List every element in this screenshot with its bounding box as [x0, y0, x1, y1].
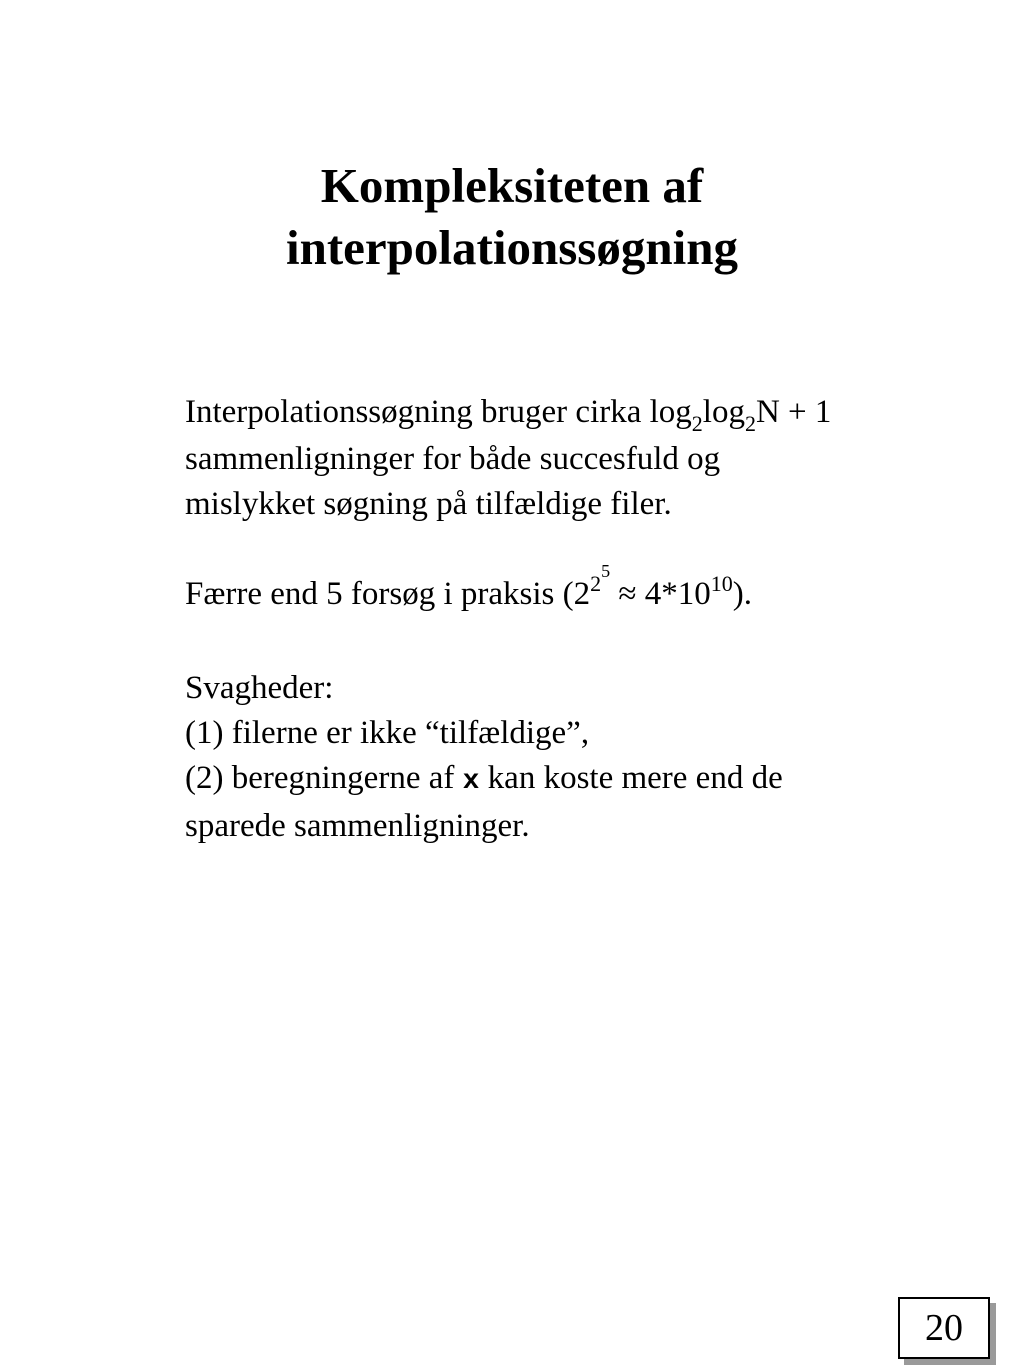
exponent-of-exponent: 5 [601, 561, 611, 581]
page-number: 20 [925, 1307, 963, 1349]
page-number-box [898, 1297, 990, 1359]
practice-text-post: ). [732, 576, 752, 612]
practice-text-pre: Færre end 5 forsøg i praksis (2 [185, 576, 591, 612]
practice-line [185, 561, 985, 621]
variable-x-code: x [462, 766, 480, 797]
log-base-subscript-2: 2 [744, 411, 756, 436]
weakness-item-2-post: kan koste mere end de [479, 760, 783, 796]
weakness-item-2-pre: (2) beregningerne af [185, 760, 463, 796]
log-base-subscript-1: 2 [691, 411, 703, 436]
slide-title-line-2: interpolationssøgning [286, 220, 738, 275]
slide-body [185, 390, 985, 894]
weakness-item-2-continued: sparede sammenligninger. [185, 808, 530, 844]
exponent-base: 2 [590, 571, 602, 596]
complexity-line-3: mislykket søgning på tilfældige filer. [185, 486, 672, 522]
complexity-text-log: log [702, 394, 745, 430]
complexity-line-2: sammenligninger for både succesfuld og [185, 441, 721, 477]
slide-title [0, 155, 1024, 279]
complexity-text-post: N + 1 [755, 394, 832, 430]
practice-text-mid: ≈ 4*10 [610, 576, 711, 612]
paragraph-practice [185, 561, 985, 621]
paragraph-weaknesses [185, 666, 985, 849]
complexity-line-1 [185, 390, 985, 437]
paragraph-complexity [185, 390, 985, 527]
weakness-item-1: (1) filerne er ikke “tilfældige”, [185, 715, 590, 751]
power-of-ten-exponent: 10 [710, 571, 733, 596]
complexity-text-pre: Interpolationssøgning bruger cirka log [185, 394, 692, 430]
weakness-item-2 [185, 756, 985, 804]
slide-title-line-1: Kompleksiteten af [320, 158, 704, 213]
weaknesses-heading: Svagheder: [185, 670, 334, 706]
